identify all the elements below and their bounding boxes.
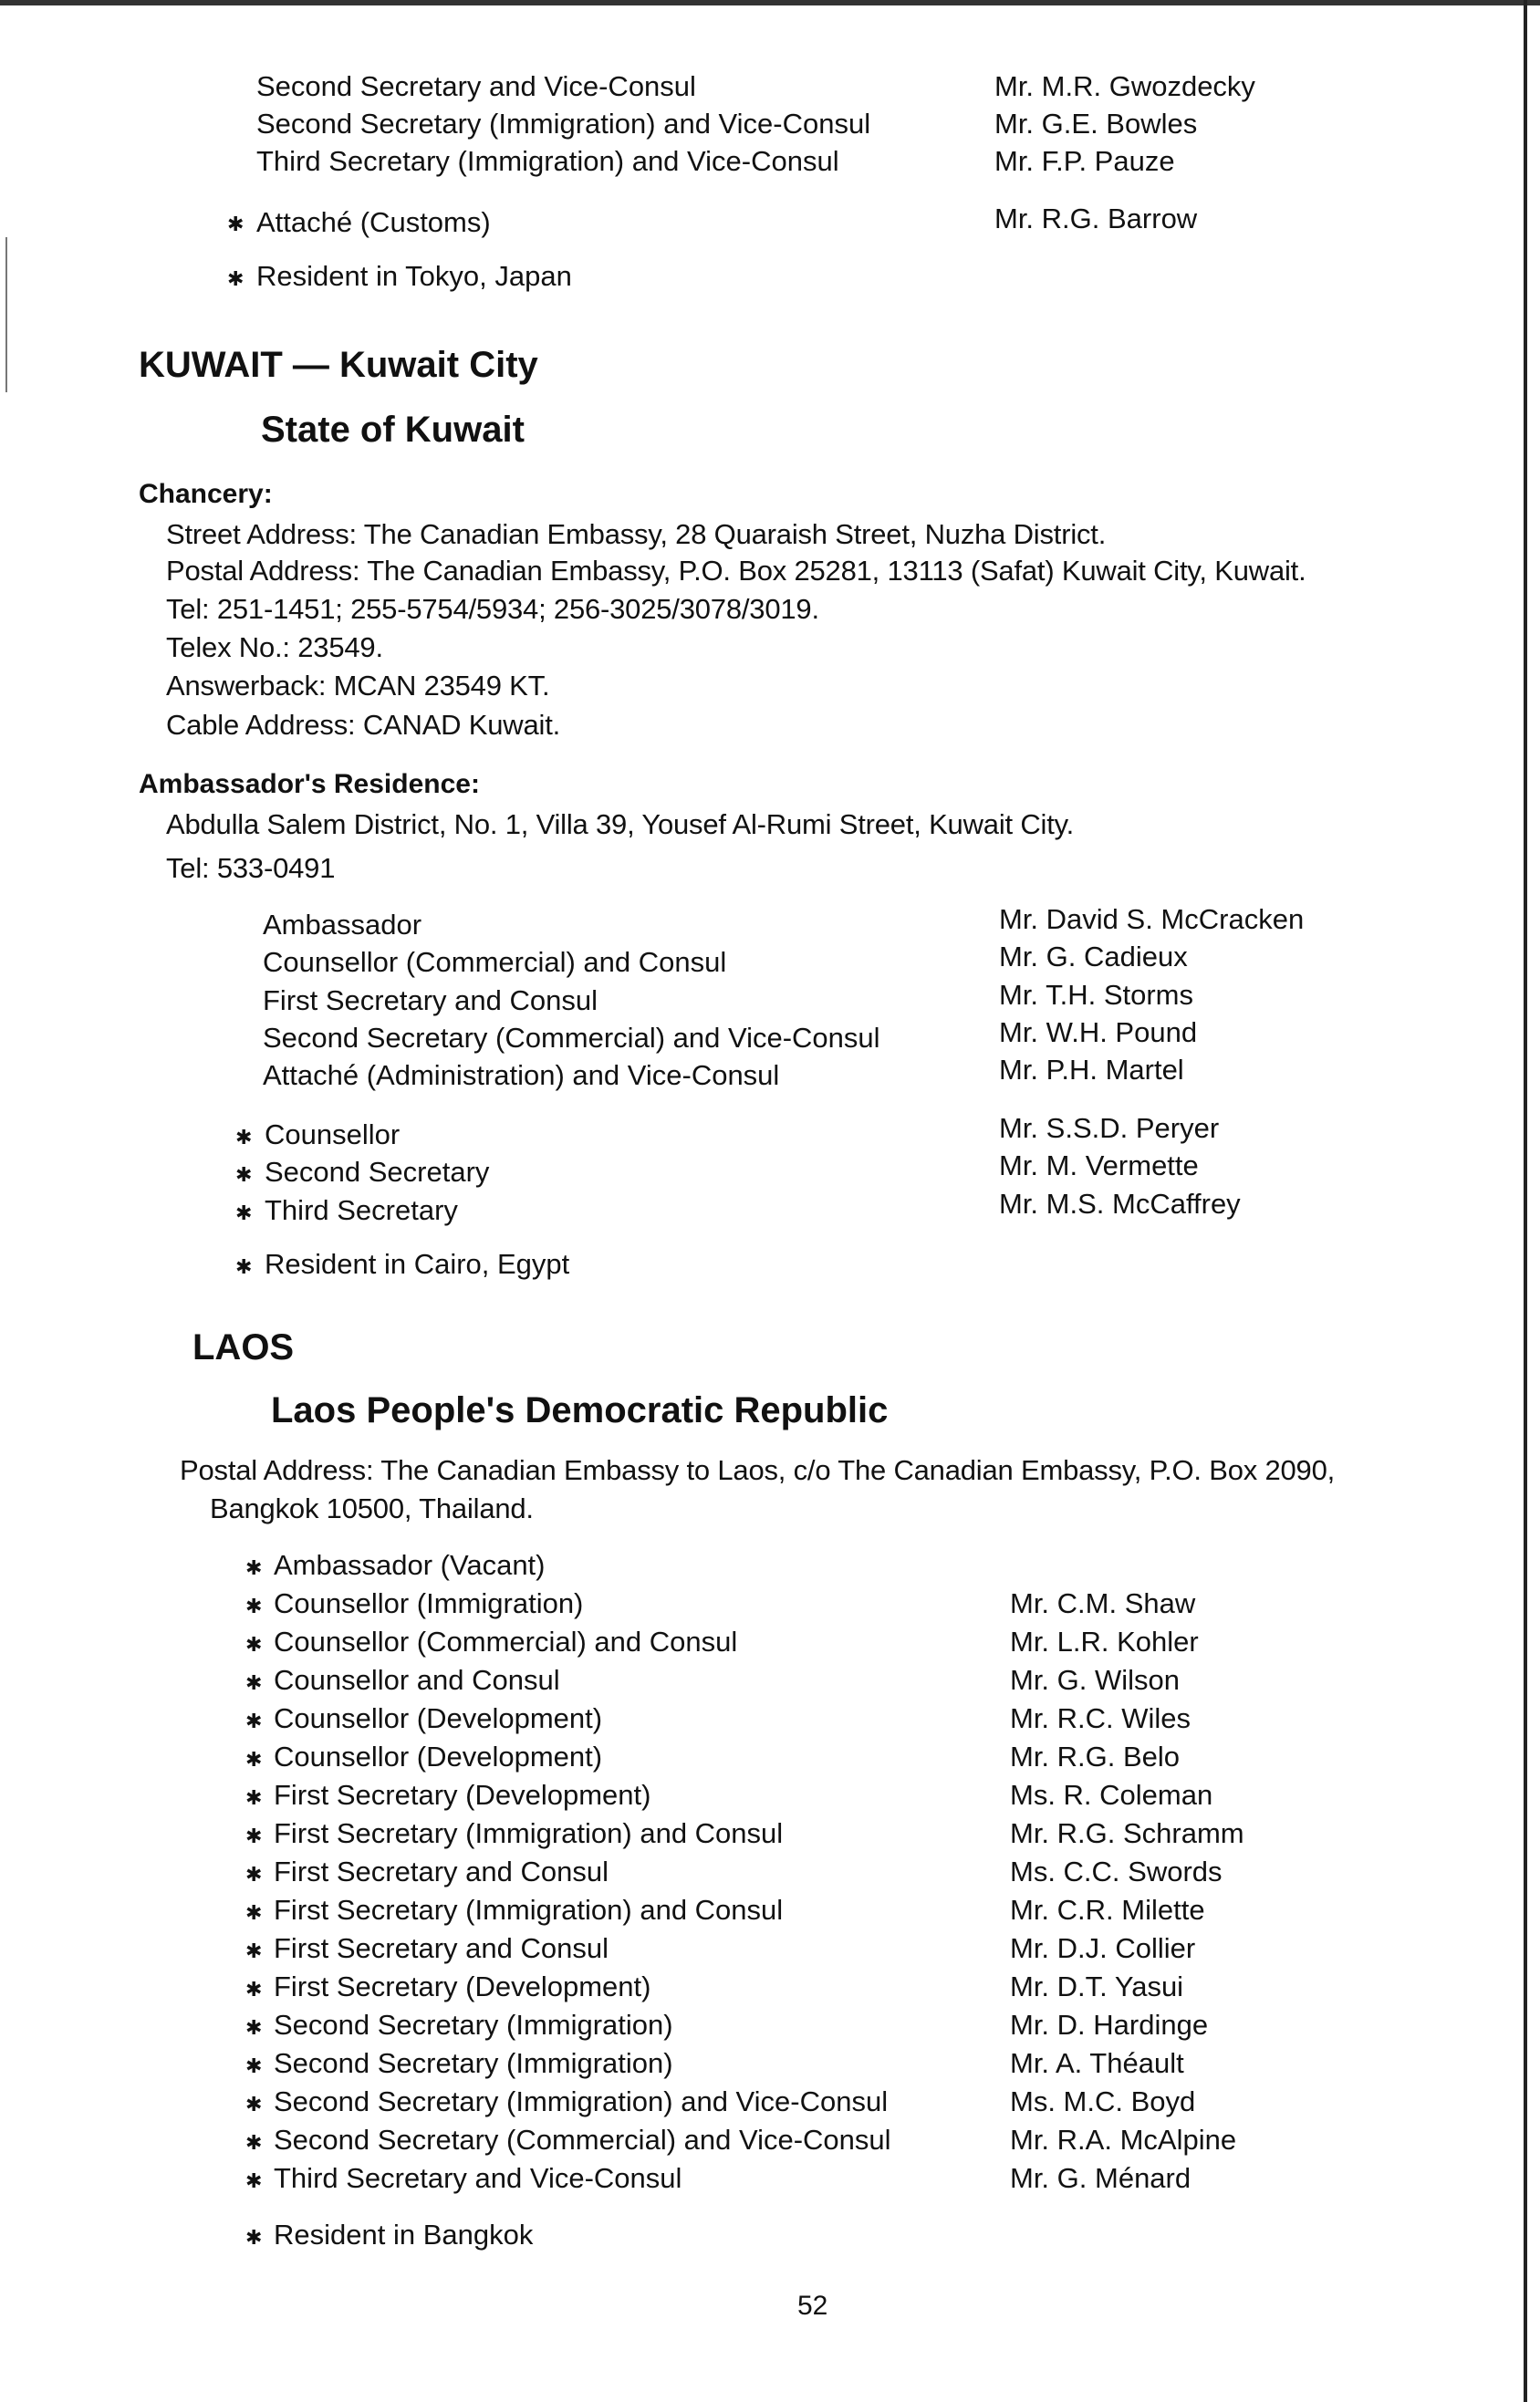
asterisk-bullet-icon: ✱ <box>235 1163 253 1186</box>
staff-title: First Secretary (Development) <box>274 1970 651 2002</box>
staff-title: Second Secretary (Immigration) <box>274 2047 673 2079</box>
scan-right-edge <box>1524 0 1527 2402</box>
staff-name: Mr. M.S. McCaffrey <box>999 1188 1241 1220</box>
staff-title: Counsellor (Development) <box>274 1741 603 1773</box>
asterisk-bullet-icon: ✱ <box>235 1201 253 1224</box>
staff-name: Ms. C.C. Swords <box>1010 1856 1223 1887</box>
chancery-label: Chancery: <box>139 479 273 509</box>
postal-line: Postal Address: The Canadian Embassy to Laos, c/o The Canadian Embassy, P.O. Box 2090, <box>180 1454 1336 1486</box>
resident-note: Resident in Tokyo, Japan <box>256 260 572 292</box>
staff-title: First Secretary (Immigration) and Consul <box>274 1894 784 1926</box>
country-heading: LAOS <box>192 1327 295 1367</box>
asterisk-bullet-icon: ✱ <box>245 2226 263 2249</box>
asterisk-bullet-icon: ✱ <box>245 1748 263 1771</box>
staff-title: Third Secretary and Vice-Consul <box>274 2162 682 2194</box>
chancery-line: Answerback: MCAN 23549 KT. <box>166 670 550 702</box>
country-heading: KUWAIT — Kuwait City <box>139 345 538 385</box>
asterisk-bullet-icon: ✱ <box>245 1671 263 1694</box>
staff-name: Mr. G. Ménard <box>1010 2162 1191 2194</box>
asterisk-bullet-icon: ✱ <box>227 267 245 290</box>
residence-line: Abdulla Salem District, No. 1, Villa 39, Yousef Al-Rumi Street, Kuwait City. <box>166 808 1075 840</box>
staff-name: Mr. David S. McCracken <box>999 903 1305 935</box>
staff-name: Mr. R.A. McAlpine <box>1010 2124 1237 2156</box>
asterisk-bullet-icon: ✱ <box>245 2131 263 2154</box>
staff-title: Counsellor (Commercial) and Consul <box>274 1626 738 1658</box>
scan-top-edge <box>0 0 1540 5</box>
staff-title: Counsellor and Consul <box>274 1664 560 1696</box>
staff-title: Ambassador <box>263 909 422 941</box>
asterisk-bullet-icon: ✱ <box>245 1825 263 1847</box>
asterisk-bullet-icon: ✱ <box>245 1556 263 1579</box>
staff-name: Mr. T.H. Storms <box>999 979 1194 1011</box>
staff-name: Mr. W.H. Pound <box>999 1016 1198 1048</box>
staff-name: Mr. D.J. Collier <box>1010 1932 1196 1964</box>
staff-name: Mr. A. Théault <box>1010 2047 1184 2079</box>
staff-title: Second Secretary (Immigration) and Vice-Consul <box>256 108 871 140</box>
staff-title: Second Secretary <box>265 1156 490 1188</box>
staff-title: Attaché (Customs) <box>256 206 491 238</box>
staff-title: First Secretary and Consul <box>274 1932 609 1964</box>
staff-name: Mr. C.R. Milette <box>1010 1894 1205 1926</box>
asterisk-bullet-icon: ✱ <box>245 1863 263 1886</box>
staff-title: Second Secretary (Immigration) <box>274 2009 673 2041</box>
country-subheading: Laos People's Democratic Republic <box>271 1390 889 1430</box>
staff-title: First Secretary and Consul <box>274 1856 609 1887</box>
chancery-line: Telex No.: 23549. <box>166 631 383 663</box>
staff-name: Mr. G. Wilson <box>1010 1664 1181 1696</box>
asterisk-bullet-icon: ✱ <box>245 1939 263 1962</box>
page-number: 52 <box>797 2291 828 2321</box>
scan-left-mark <box>5 237 7 392</box>
staff-name: Mr. R.G. Schramm <box>1010 1817 1244 1849</box>
staff-name: Mr. D.T. Yasui <box>1010 1970 1184 2002</box>
staff-title: Counsellor <box>265 1118 401 1150</box>
staff-name: Mr. L.R. Kohler <box>1010 1626 1199 1658</box>
staff-name: Mr. D. Hardinge <box>1010 2009 1209 2041</box>
staff-name: Mr. S.S.D. Peryer <box>999 1112 1220 1144</box>
staff-name: Mr. M. Vermette <box>999 1149 1199 1181</box>
residence-line: Tel: 533-0491 <box>166 852 336 884</box>
residence-label: Ambassador's Residence: <box>139 769 480 799</box>
staff-name: Mr. F.P. Pauze <box>994 145 1175 177</box>
asterisk-bullet-icon: ✱ <box>245 2016 263 2039</box>
asterisk-bullet-icon: ✱ <box>245 1710 263 1732</box>
staff-name: Mr. R.G. Belo <box>1010 1741 1181 1773</box>
staff-name: Mr. R.G. Barrow <box>994 203 1198 234</box>
staff-name: Mr. G. Cadieux <box>999 941 1188 972</box>
staff-title: Counsellor (Development) <box>274 1702 603 1734</box>
staff-name: Ms. M.C. Boyd <box>1010 2085 1196 2117</box>
staff-name: Mr. M.R. Gwozdecky <box>994 70 1255 102</box>
staff-title: Third Secretary (Immigration) and Vice-Consul <box>256 145 839 177</box>
chancery-line: Cable Address: CANAD Kuwait. <box>166 709 561 741</box>
staff-title: Ambassador (Vacant) <box>274 1549 546 1581</box>
staff-title: Second Secretary (Immigration) and Vice-Consul <box>274 2085 889 2117</box>
chancery-line: Street Address: The Canadian Embassy, 28 Quaraish Street, Nuzha District. <box>166 518 1107 550</box>
staff-title: Counsellor (Immigration) <box>274 1587 584 1619</box>
staff-title: First Secretary (Immigration) and Consul <box>274 1817 784 1849</box>
staff-name: Ms. R. Coleman <box>1010 1779 1213 1811</box>
asterisk-bullet-icon: ✱ <box>245 1633 263 1656</box>
staff-title: Second Secretary (Commercial) and Vice-Consul <box>263 1022 880 1054</box>
asterisk-bullet-icon: ✱ <box>245 2054 263 2077</box>
chancery-line: Tel: 251-1451; 255-5754/5934; 256-3025/3078/3019. <box>166 593 819 625</box>
staff-name: Mr. P.H. Martel <box>999 1054 1184 1086</box>
chancery-line: Postal Address: The Canadian Embassy, P.O. Box 25281, 13113 (Safat) Kuwait City, Kuwait. <box>166 555 1306 587</box>
staff-name: Mr. R.C. Wiles <box>1010 1702 1191 1734</box>
asterisk-bullet-icon: ✱ <box>245 2093 263 2116</box>
staff-title: Attaché (Administration) and Vice-Consul <box>263 1059 780 1091</box>
asterisk-bullet-icon: ✱ <box>245 1978 263 2001</box>
staff-title: First Secretary and Consul <box>263 984 598 1016</box>
staff-title: Second Secretary and Vice-Consul <box>256 70 696 102</box>
country-subheading: State of Kuwait <box>261 410 525 450</box>
postal-line: Bangkok 10500, Thailand. <box>210 1492 534 1524</box>
staff-title: Third Secretary <box>265 1194 458 1226</box>
asterisk-bullet-icon: ✱ <box>245 1786 263 1809</box>
asterisk-bullet-icon: ✱ <box>235 1255 253 1278</box>
staff-title: Counsellor (Commercial) and Consul <box>263 946 727 978</box>
staff-name: Mr. C.M. Shaw <box>1010 1587 1196 1619</box>
asterisk-bullet-icon: ✱ <box>245 2169 263 2192</box>
asterisk-bullet-icon: ✱ <box>245 1901 263 1924</box>
staff-name: Mr. G.E. Bowles <box>994 108 1198 140</box>
resident-note: Resident in Bangkok <box>274 2219 534 2251</box>
asterisk-bullet-icon: ✱ <box>235 1126 253 1149</box>
asterisk-bullet-icon: ✱ <box>245 1595 263 1617</box>
resident-note: Resident in Cairo, Egypt <box>265 1248 570 1280</box>
staff-title: First Secretary (Development) <box>274 1779 651 1811</box>
asterisk-bullet-icon: ✱ <box>227 213 245 235</box>
staff-title: Second Secretary (Commercial) and Vice-Consul <box>274 2124 891 2156</box>
